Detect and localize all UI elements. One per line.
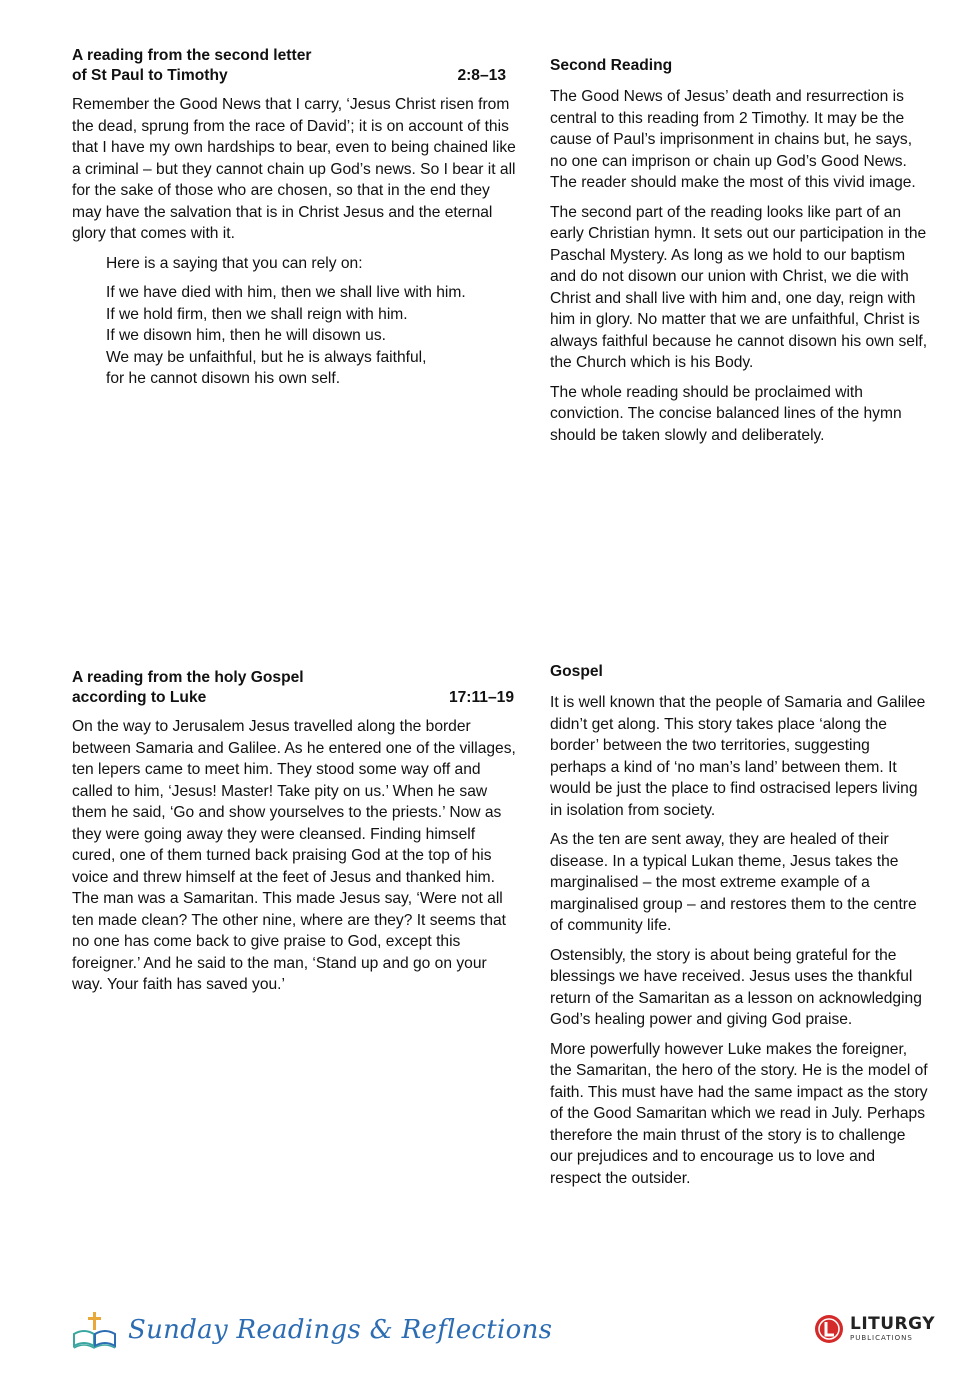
- hymn-block: [72, 253, 518, 390]
- reflection-paragraph: The second part of the reading looks like part of an early Christian hymn. It sets out our participation in the Paschal Mystery. As long as we hold to our baptism and do not disown our union with Christ, we die with Christ and shall live with him and, one day, reign with him in glory. No matter that we are unfaithful, Christ is always faithful because he cannot disown his own self, the Church which is his Body.: [550, 203, 928, 371]
- second-reading-reflection: [550, 56, 928, 454]
- reflection-heading: Second Reading: [550, 57, 673, 74]
- hymn-line: If we have died with him, then we shall live with him.: [106, 284, 466, 301]
- publisher-subtitle: PUBLICATIONS: [850, 1334, 913, 1342]
- hymn-line: for he cannot disown his own self.: [106, 370, 341, 387]
- hymn-line: If we disown him, then he will disown us.: [106, 327, 386, 344]
- second-reading-heading: [72, 46, 518, 86]
- heading-line-2: of St Paul to Timothy: [72, 67, 228, 84]
- open-book-cross-icon: [70, 1310, 120, 1350]
- hymn-lines: [106, 282, 518, 390]
- reflection-paragraph: It is well known that the people of Samaria and Galilee didn’t get along. This story takes place ‘along the border’ between the two territories, suggesting perhaps a kind of ‘no man’s land’ between them. It would be just the place to find ostracised lepers living in isolation from society.: [550, 694, 926, 819]
- gospel-body: On the way to Jerusalem Jesus travelled along the border between Samaria and Galilee. As he entered one of the villages, ten lepers came to meet him. They stood some way off and called to him, ‘Jesus! Master! Take pity on us.’ When he saw them he said, ‘Go and show yourselves to the priests.’ Now as they were going away they were cleansed. Finding himself cured, one of them turned back praising God at the top of his voice and threw himself at the feet of Jesus and thanked him. The man was a Samaritan. This made Jesus say, ‘Were not all ten made clean? The other nine, where are they? It seems that no one has come back to give praise to God, except this foreigner.’ And he said to the man, ‘Stand up and go on your way. Your faith has saved you.’: [72, 718, 516, 993]
- scripture-reference: 2:8–13: [457, 67, 506, 84]
- gospel-reflection: [550, 662, 928, 1197]
- publisher-text: [850, 1316, 935, 1342]
- hymn-line: If we hold firm, then we shall reign with him.: [106, 305, 408, 323]
- publisher-logo: [814, 1314, 935, 1344]
- saying-intro: Here is a saying that you can rely on:: [106, 254, 363, 272]
- gospel-section: [72, 668, 518, 1004]
- reading-body: Remember the Good News that I carry, ‘Jesus Christ risen from the dead, sprung from the race of David’; it is on account of this that I have my own hardships to bear, even to being chained like a criminal – but they cannot chain up God’s news. So I bear it all for the sake of those who are chosen, so that in the end they may have the salvation that is in Christ Jesus and the eternal glory that comes with it.: [72, 96, 516, 242]
- scripture-reference: 17:11–19: [448, 689, 514, 706]
- heading-line-1: A reading from the second letter: [72, 47, 312, 64]
- brand-title: Sunday Readings & Reflections: [128, 1315, 553, 1345]
- heading-line-1: A reading from the holy Gospel: [72, 669, 304, 686]
- liturgy-logo-icon: [814, 1314, 844, 1344]
- reflection-paragraph: As the ten are sent away, they are healed of their disease. In a typical Lukan theme, Jesus takes the marginalised – the most extreme example of a marginalised group – and restores them to the centre of community life.: [550, 831, 917, 934]
- second-reading-section: [72, 46, 518, 390]
- reflection-paragraph: Ostensibly, the story is about being grateful for the blessings we have received. Jesus uses the thankful return of the Samaritan as a lesson on acknowledging God’s healing power and giving God praise.: [550, 946, 922, 1028]
- footer-brand: [70, 1310, 552, 1350]
- reflection-paragraph: More powerfully however Luke makes the foreigner, the Samaritan, the hero of the story. He is the model of faith. This must have had the same impact as the story of the Good Samaritan which we read in July. Perhaps therefore the main thrust of the story is to challenge our prejudices and to encourage us to love and respect the outsider.: [550, 1040, 928, 1187]
- publisher-name: LITURGY: [850, 1314, 936, 1334]
- reflection-paragraph: The Good News of Jesus’ death and resurrection is central to this reading from 2 Timothy. It may be the cause of Paul’s imprisonment in chains but, he says, no one can imprison or chain up God’s Good News. The reader should make the most of this vivid image.: [550, 88, 916, 191]
- reflection-paragraph: The whole reading should be proclaimed with conviction. The concise balanced lines of the hymn should be taken slowly and deliberately.: [550, 383, 902, 444]
- hymn-line: We may be unfaithful, but he is always faithful,: [106, 348, 427, 366]
- gospel-heading: [72, 668, 518, 708]
- reflection-heading: Gospel: [550, 663, 603, 680]
- heading-line-2: according to Luke: [72, 689, 207, 706]
